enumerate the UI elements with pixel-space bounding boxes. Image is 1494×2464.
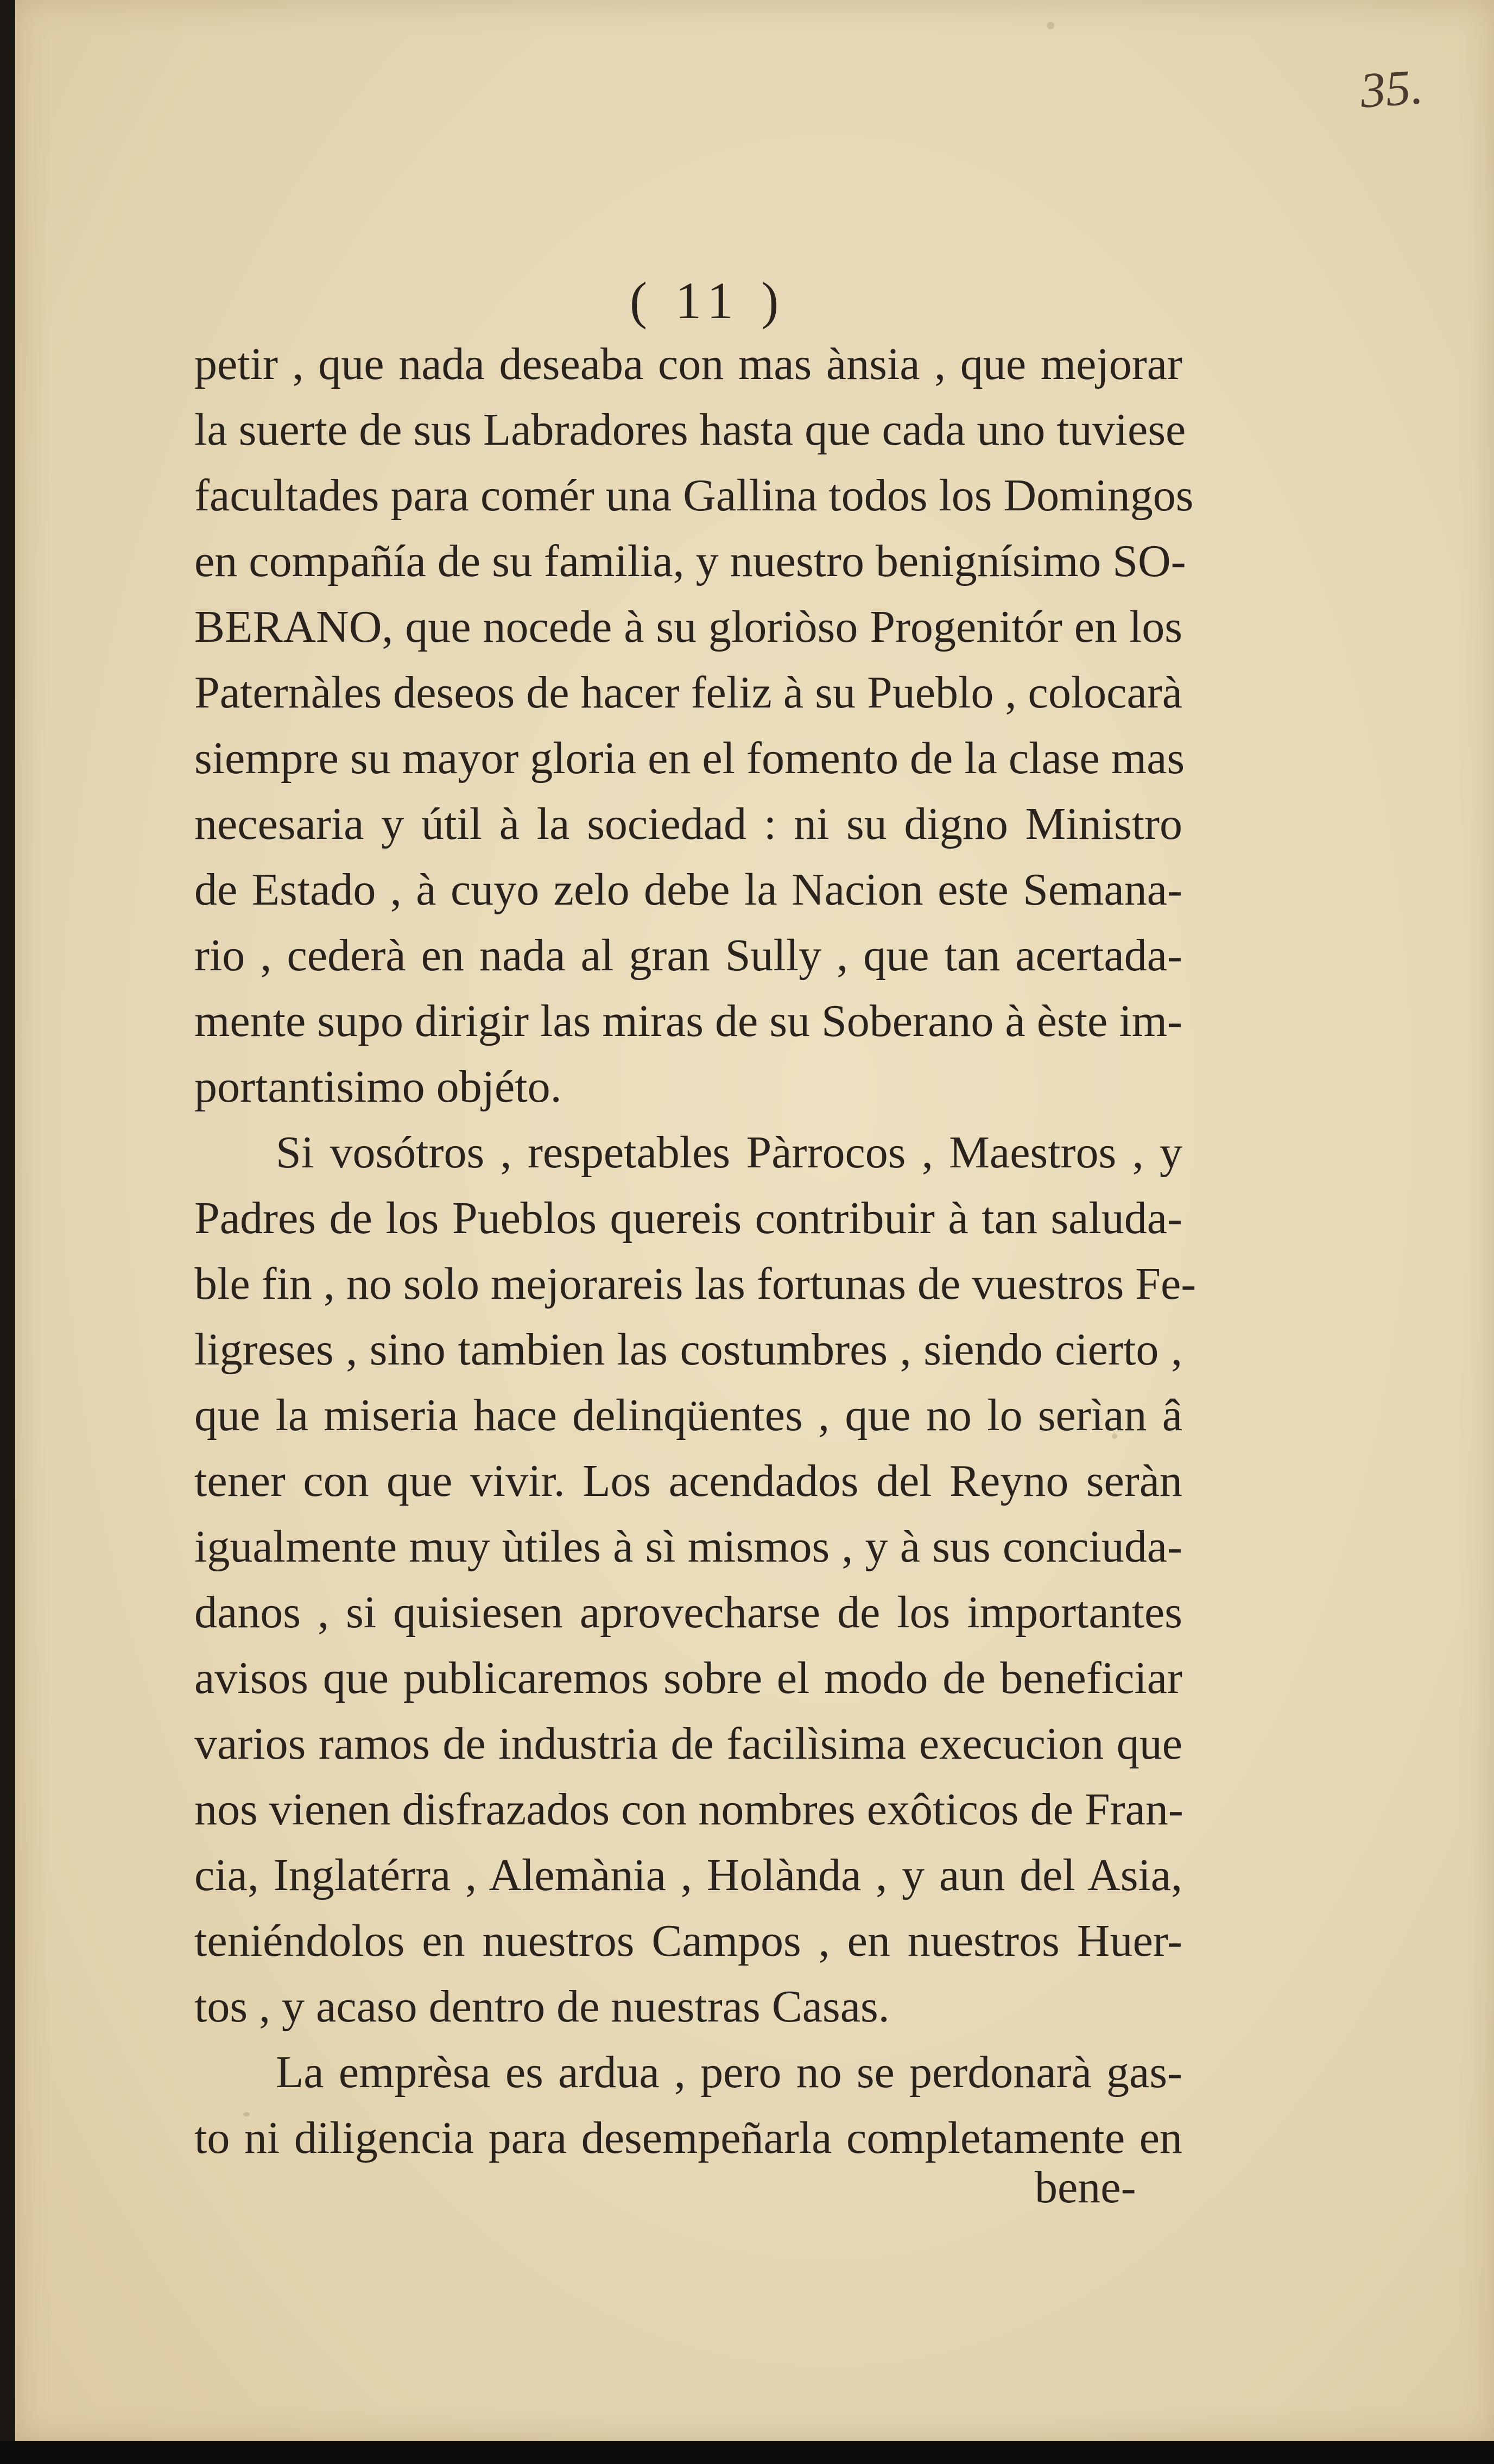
text-line: avisos que publicaremos sobre el modo de beneficiar xyxy=(194,1653,1182,1703)
folio-number: 35. xyxy=(1358,59,1425,118)
text-line: rio , cederà en nada al gran Sully , que tan acertada- xyxy=(194,930,1182,981)
paper-stain xyxy=(1047,22,1054,29)
text-line: ligreses , sino tambien las costumbres , siendo cierto , xyxy=(194,1324,1182,1375)
text-line: mente supo dirigir las miras de su Soberano à èste im- xyxy=(194,996,1182,1046)
body-text xyxy=(194,331,1197,2171)
catchword: bene- xyxy=(1035,2162,1136,2213)
text-line: petir , que nada deseaba con mas ànsia , que mejorar xyxy=(194,339,1182,389)
text-line: facultades para comér una Gallina todos los Domingos xyxy=(194,470,1194,521)
text-line: tos , y acaso dentro de nuestras Casas. xyxy=(194,1981,890,2032)
text-line: BERANO, que nocede à su gloriòso Progenitór en los xyxy=(194,602,1182,652)
text-line: nos vienen disfrazados con nombres exôticos de Fran- xyxy=(194,1784,1183,1835)
page-number: ( 11 ) xyxy=(630,271,787,330)
text-line: portantisimo objéto. xyxy=(194,1062,562,1112)
text-line: La emprèsa es ardua , pero no se perdonarà gas- xyxy=(276,2047,1182,2097)
paper-page xyxy=(15,0,1494,2441)
text-line: tener con que vivir. Los acendados del Reyno seràn xyxy=(194,1456,1182,1506)
text-line: en compañía de su familia, y nuestro benignísimo SO- xyxy=(194,536,1186,586)
text-line: Padres de los Pueblos quereis contribuir à tan saluda- xyxy=(194,1193,1182,1243)
text-line: Si vosótros , respetables Pàrrocos , Maestros , y xyxy=(276,1127,1182,1178)
text-line: siempre su mayor gloria en el fomento de la clase mas xyxy=(194,733,1185,784)
text-line: varios ramos de industria de facilìsima execucion que xyxy=(194,1719,1182,1769)
scan-border xyxy=(0,2441,1494,2464)
text-line: ble fin , no solo mejorareis las fortunas de vuestros Fe- xyxy=(194,1259,1197,1309)
text-line: que la miseria hace delinqüentes , que no lo serìan â xyxy=(194,1390,1182,1441)
text-line: igualmente muy ùtiles à sì mismos , y à sus conciuda- xyxy=(194,1521,1182,1572)
text-line: to ni diligencia para desempeñarla completamente en xyxy=(194,2113,1182,2163)
text-line: cia, Inglatérra , Alemània , Holànda , y aun del Asia, xyxy=(194,1850,1182,1900)
text-line: necesaria y útil à la sociedad : ni su digno Ministro xyxy=(194,799,1182,849)
text-line: la suerte de sus Labradores hasta que cada uno tuviese xyxy=(194,405,1186,455)
text-line: Paternàles deseos de hacer feliz à su Pueblo , colocarà xyxy=(194,667,1182,718)
text-line: teniéndolos en nuestros Campos , en nuestros Huer- xyxy=(194,1916,1182,1966)
text-line: de Estado , à cuyo zelo debe la Nacion este Semana- xyxy=(194,864,1182,915)
text-line: danos , si quisiesen aprovecharse de los importantes xyxy=(194,1587,1182,1638)
